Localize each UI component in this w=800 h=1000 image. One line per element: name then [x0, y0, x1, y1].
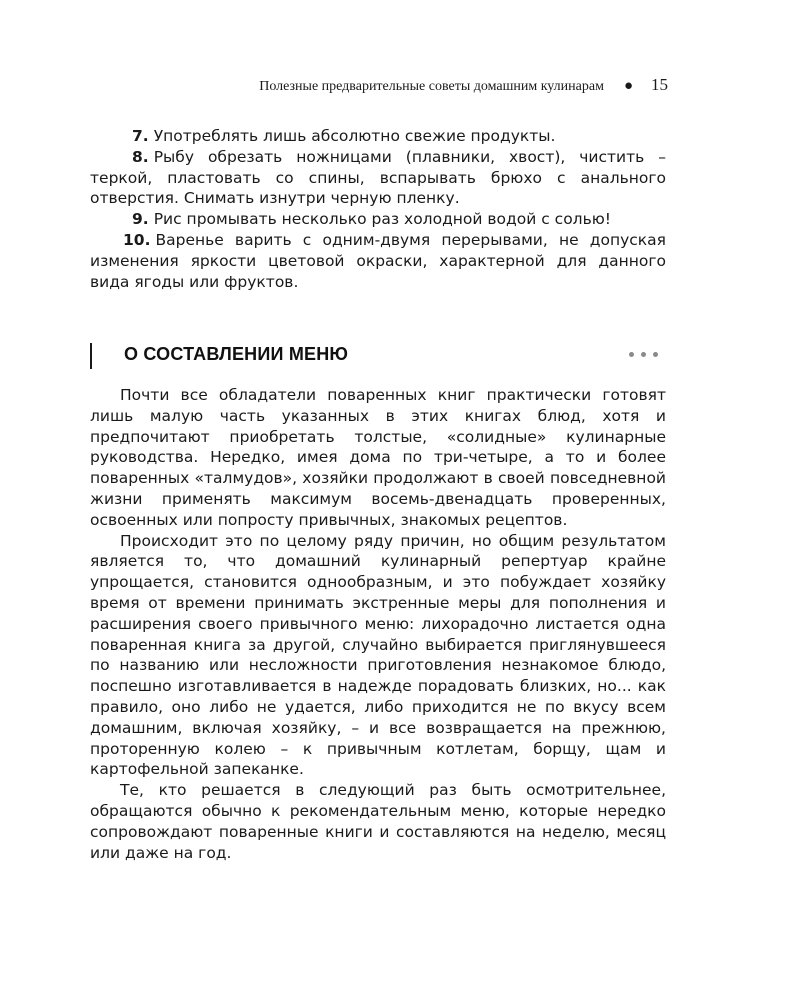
section-heading [90, 340, 666, 372]
list-item-number: 8. [132, 147, 149, 166]
list-item [90, 209, 666, 230]
list-item [90, 230, 666, 292]
list-item-text: Рыбу обрезать ножницами (плавники, хвост), чистить – теркой, пластовать со спины, вспарывать брюхо с анального отверстия. Снимать изнутри черную пленку. [90, 147, 666, 208]
section-title: О СОСТАВЛЕНИИ МЕНЮ [124, 344, 349, 364]
dot-icon [641, 352, 646, 357]
list-item [90, 126, 666, 147]
list-item-text: Варенье варить с одним-двумя перерывами, не допуская изменения яркости цветовой окраски, характерной для данного вида ягоды или фруктов. [90, 230, 666, 291]
numbered-tips-list [90, 126, 666, 292]
body-paragraph: Происходит это по целому ряду причин, но общим результатом является то, что домашний кулинарный репертуар крайне упрощается, становится однообразным, и это побуждает хозяйку время от времени принимать экстренные меры для пополнения и расширения своего привычного меню: лихорадочно листается одна поваренная книга за другой, случайно выбирается приглянувшееся по названию или несложности приготовления незнакомое блюдо, поспешно изготавливается в надежде порадовать близких, но... как правило, оно либо не удается, либо приходится не по вкусу всем домашним, включая хозяйку, – и все возвращается на прежнюю, проторенную колею – к привычным котлетам, борщу, щам и картофельной запеканке. [90, 531, 666, 779]
running-header [0, 75, 668, 95]
list-item-number: 9. [132, 210, 149, 229]
list-item-text: Рис промывать несколько раз холодной водой с солью! [153, 210, 611, 229]
list-item-number: 10. [123, 230, 151, 249]
list-item-text: Употреблять лишь абсолютно свежие продукты. [153, 127, 556, 145]
page-number: 15 [651, 75, 668, 94]
body-paragraph: Те, кто решается в следующий раз быть осмотрительнее, обращаются обычно к рекомендательным меню, которые нередко сопровождают поваренные книги и составляются на неделю, месяц или даже на год. [90, 781, 666, 862]
dot-icon [653, 352, 658, 357]
bullet-separator: ● [623, 78, 633, 94]
running-title: Полезные предварительные советы домашним кулинарам [259, 79, 604, 94]
list-item [90, 147, 666, 209]
section-marker-bar [90, 343, 92, 369]
ellipsis-dots-icon [629, 352, 658, 357]
body-paragraph: Почти все обладатели поваренных книг практически готовят лишь малую часть указанных в этих книгах блюд, хотя и предпочитают приобретать толстые, «солидные» кулинарные руководства. Нередко, имея дома по три-четыре, а то и более поваренных «талмудов», хозяйки продолжают в своей повседневной жизни применять максимум восемь-двенадцать проверенных, освоенных или попросту привычных, знакомых рецептов. [90, 386, 666, 529]
list-item-number: 7. [132, 127, 149, 145]
dot-icon [629, 352, 634, 357]
section-body [90, 385, 666, 863]
